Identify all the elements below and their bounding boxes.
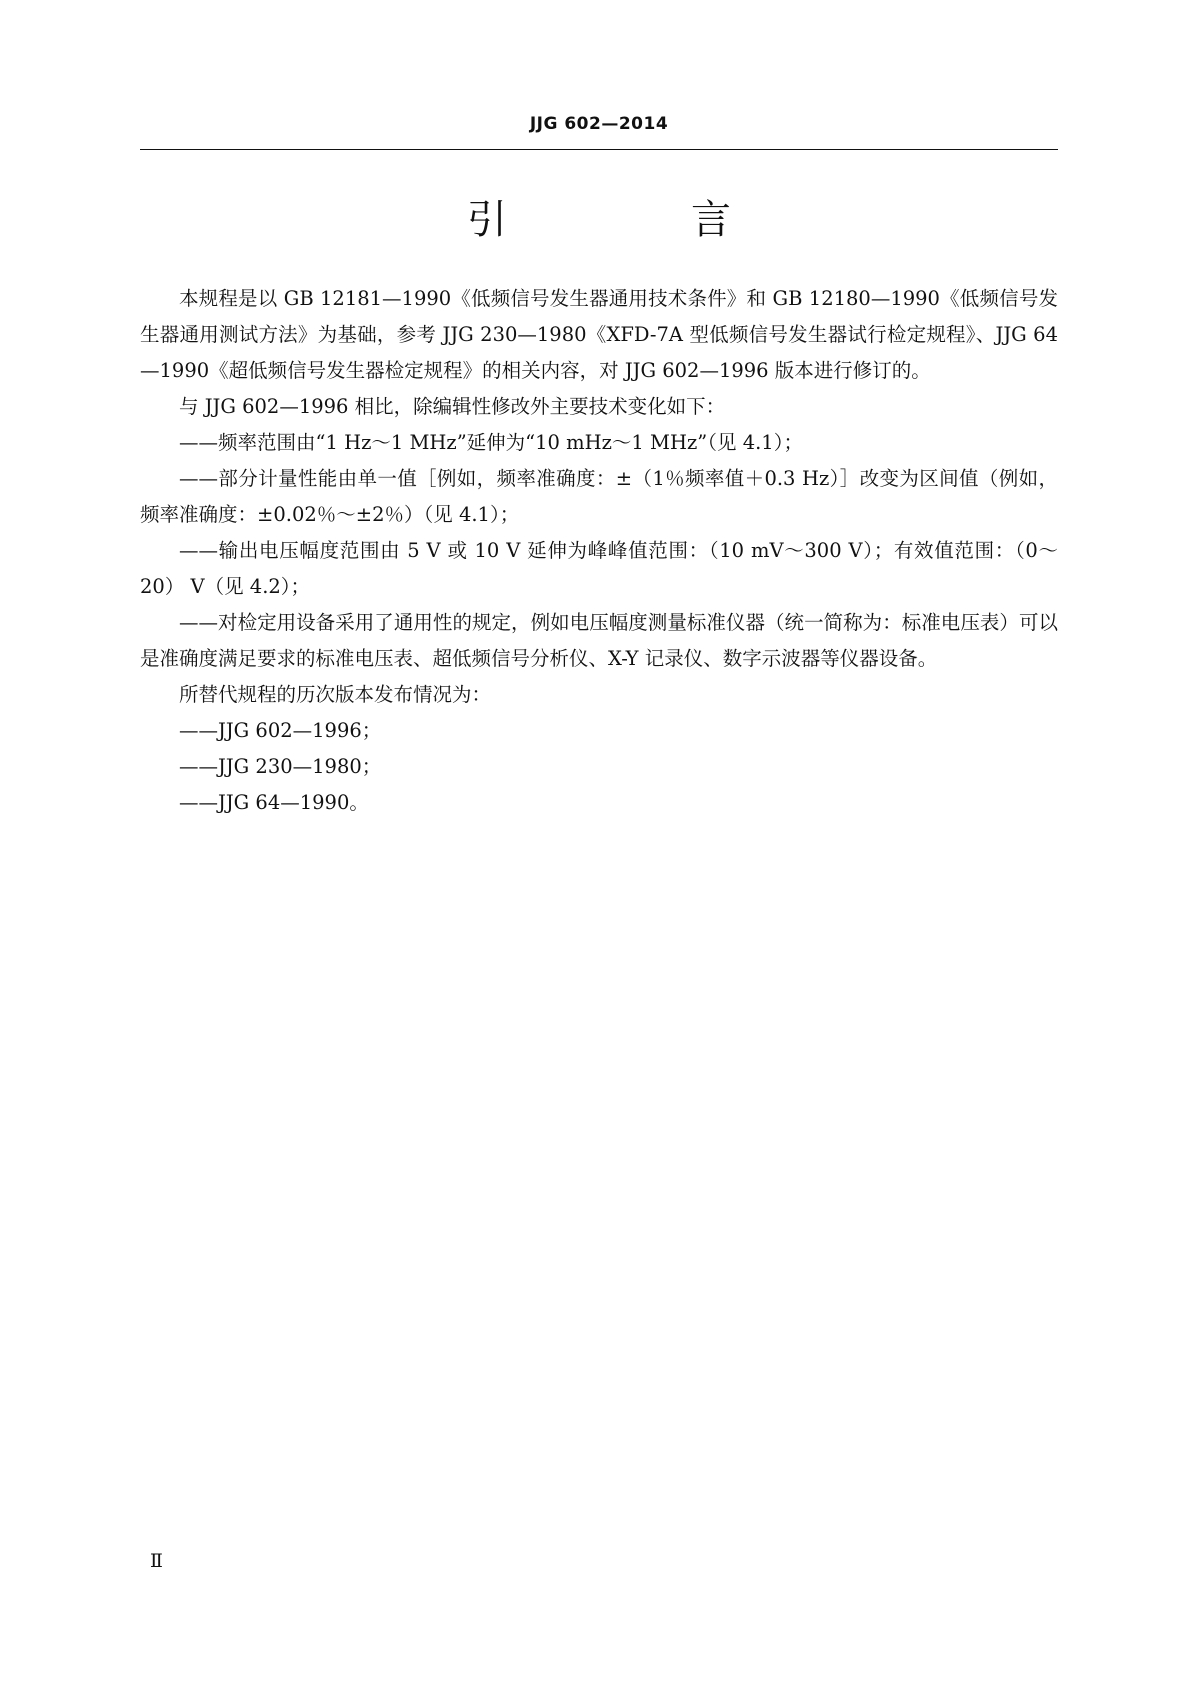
change-item-metrology-performance: ——部分计量性能由单一值［例如，频率准确度：±（1％频率值＋0.3 Hz）］改变为区间值（例如，频率准确度：±0.02％～±2％）（见 4.1）； <box>140 467 1058 526</box>
document-code-header: JJG 602—2014 <box>529 114 669 134</box>
change-item-frequency-range: ——频率范围由“1 Hz～1 MHz”延伸为“10 mHz～1 MHz”（见 4.1）； <box>179 431 803 454</box>
page-number: Ⅱ <box>150 1550 163 1572</box>
paragraph-basis: 本规程是以 GB 12181—1990《低频信号发生器通用技术条件》和 GB 12180—1990《低频信号发生器通用测试方法》为基础，参考 JJG 230—1980《XFD-7A 型低频信号发生器试行检定规程》、JJG 64—1990《超低频信号发生器检定规程》的相关内容，对 JJG 602—1996 版本进行修订的。 <box>140 287 1058 382</box>
change-item-output-voltage: ——输出电压幅度范围由 5 V 或 10 V 延伸为峰峰值范围：（10 mV～300 V）；有效值范围：（0～20） V（见 4.2）； <box>140 539 1058 598</box>
page-title: 引 言 <box>467 197 803 243</box>
paragraph-history-intro: 所替代规程的历次版本发布情况为： <box>179 683 492 706</box>
header-divider <box>140 149 1058 150</box>
history-item-1980: ——JJG 230—1980； <box>179 755 382 778</box>
paragraph-changes-intro: 与 JJG 602—1996 相比，除编辑性修改外主要技术变化如下： <box>179 395 726 418</box>
body-text <box>140 281 1058 821</box>
history-item-1990: ——JJG 64—1990。 <box>179 791 369 814</box>
history-item-1996: ——JJG 602—1996； <box>179 719 382 742</box>
change-item-verification-equipment: ——对检定用设备采用了通用性的规定，例如电压幅度测量标准仪器（统一简称为：标准电压表）可以是准确度满足要求的标准电压表、超低频信号分析仪、X-Y 记录仪、数字示波器等仪器设备。 <box>140 611 1058 670</box>
